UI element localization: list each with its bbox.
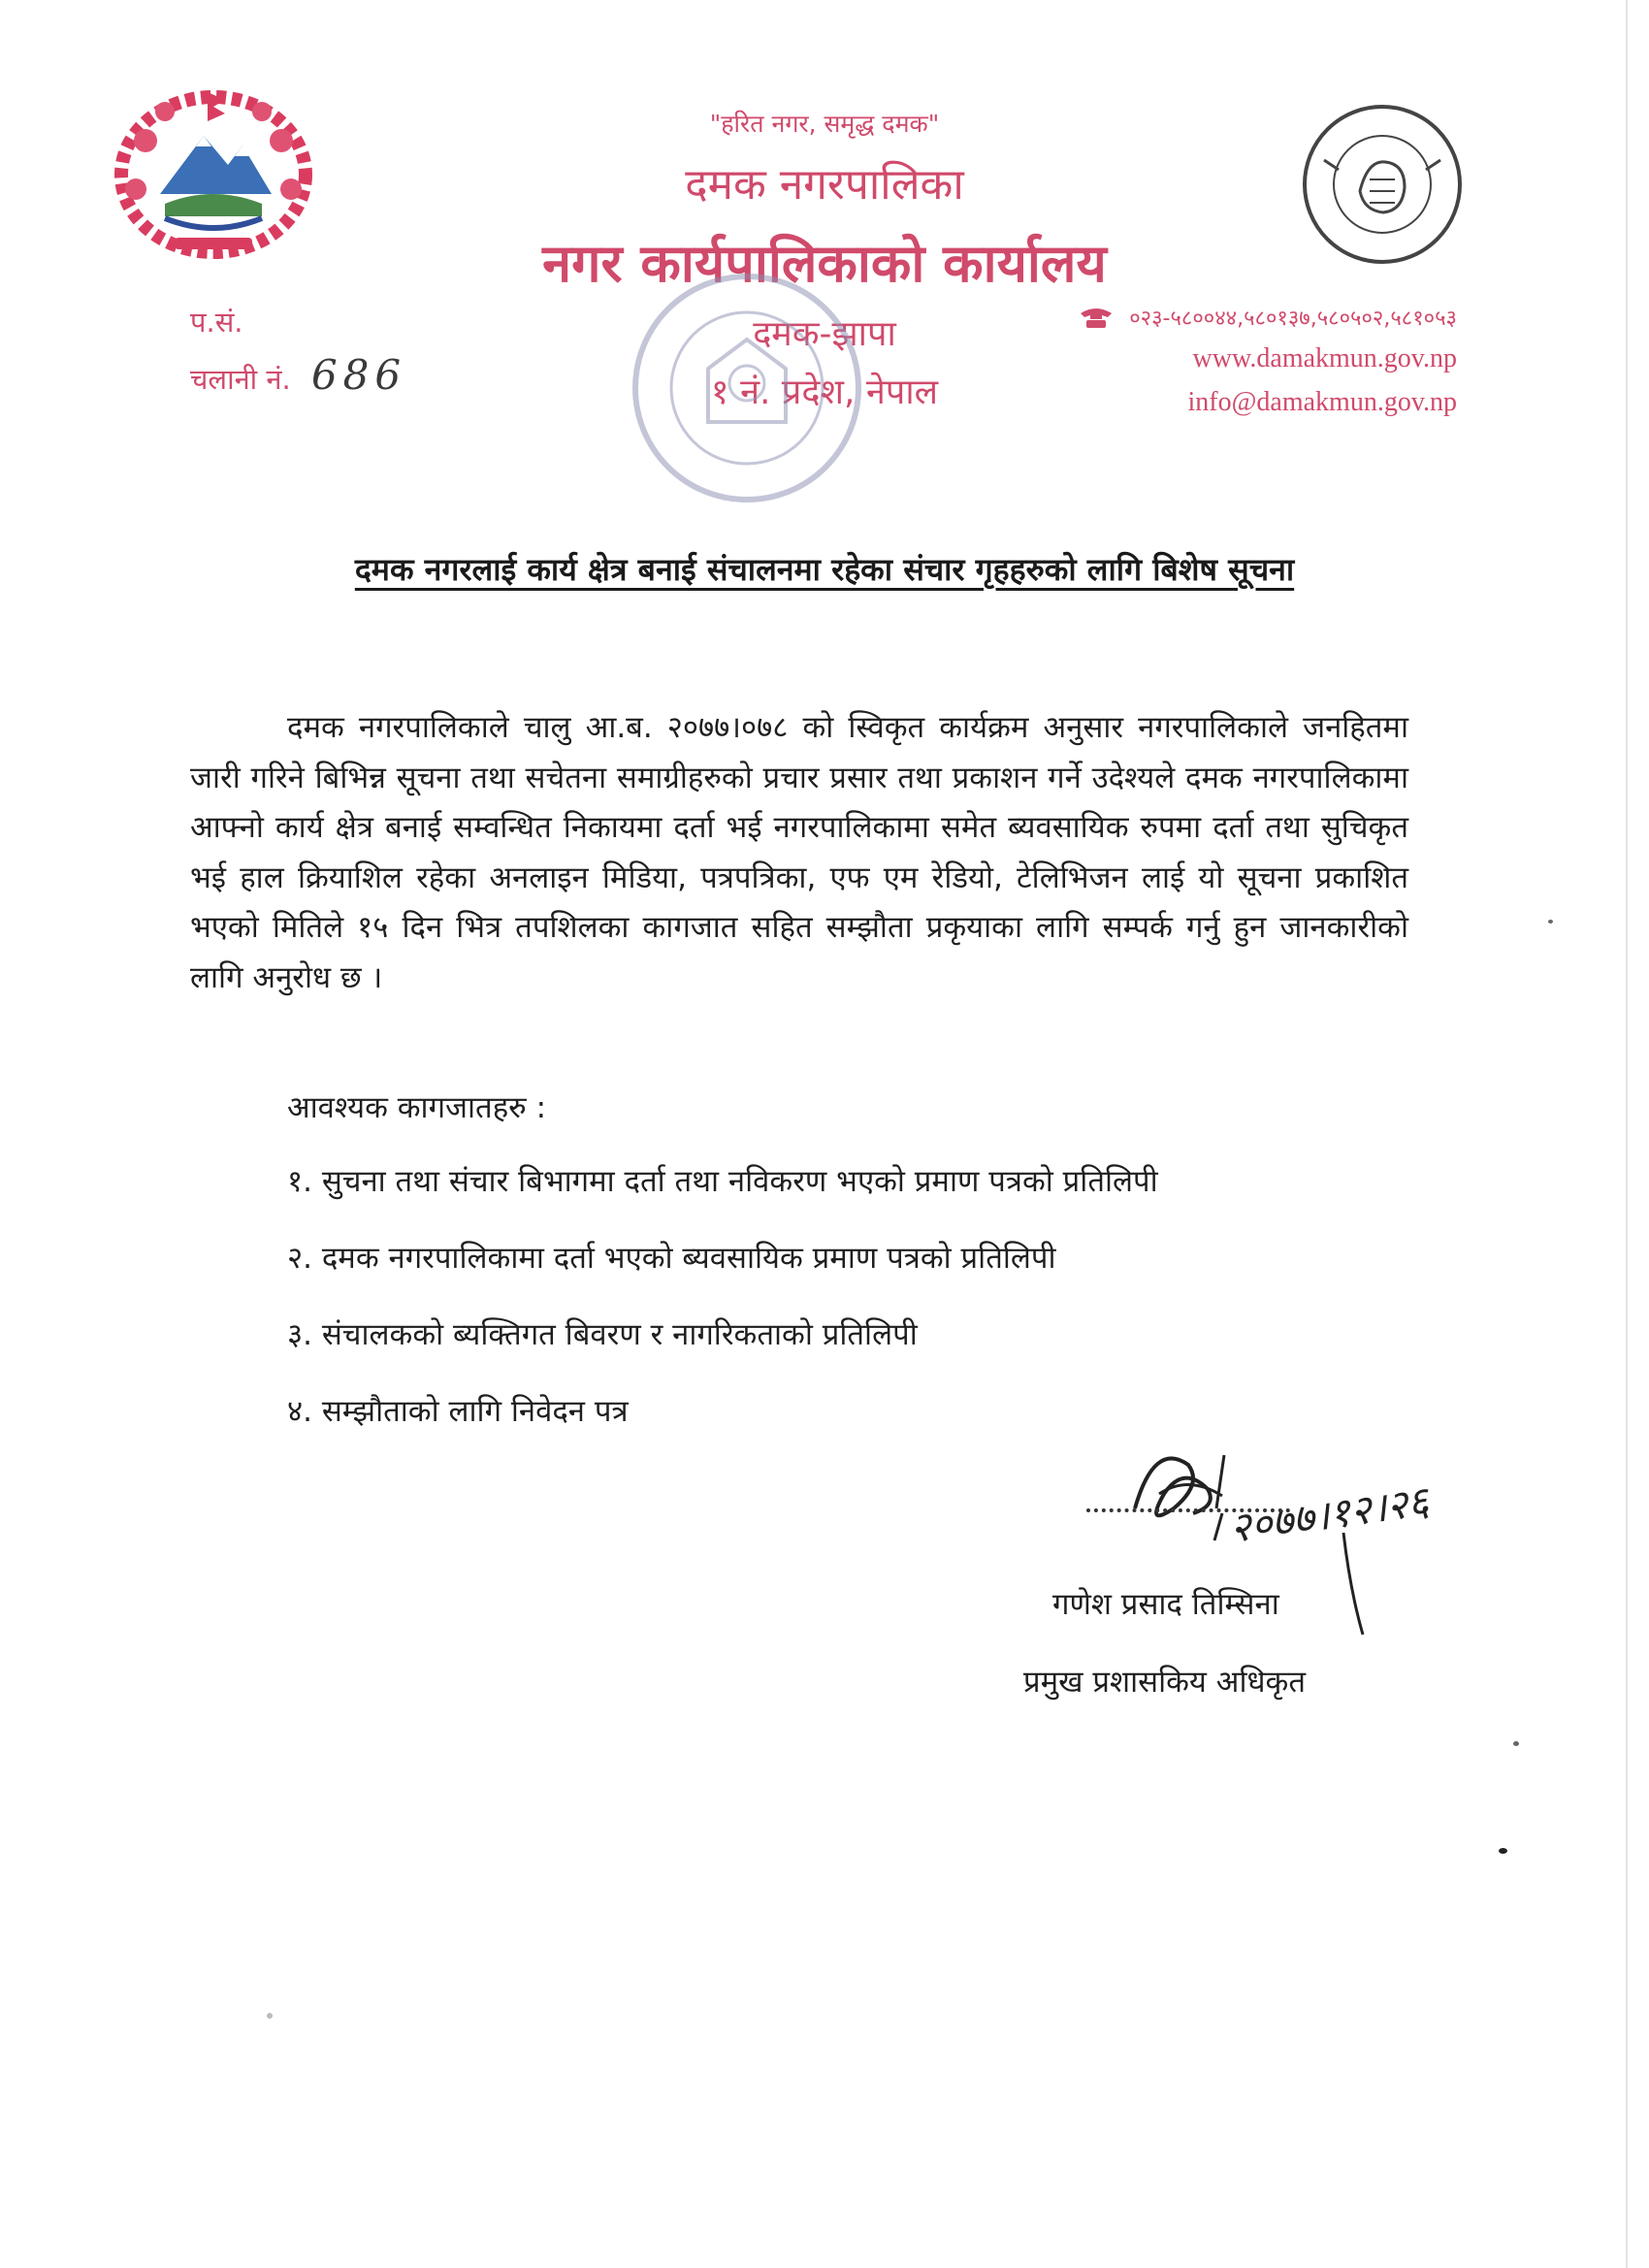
signer-name: गणेश प्रसाद तिम्सिना xyxy=(1052,1587,1279,1622)
chalani-row xyxy=(190,351,406,399)
chalani-label: चलानी नं. xyxy=(190,363,291,396)
scan-speck xyxy=(1499,1848,1507,1854)
phone-row xyxy=(1079,303,1457,332)
office-name: नगर कार्यपालिकाको कार्यालय xyxy=(542,233,1107,294)
signature-line xyxy=(1086,1508,1290,1512)
documents-title: आवश्यक कागजातहरु : xyxy=(287,1090,547,1125)
patra-sankhya-label: प.सं. xyxy=(190,306,243,339)
document-item: १. सुचना तथा संचार बिभागमा दर्ता तथा नविकरण भएको प्रमाण पत्रको प्रतिलिपी xyxy=(287,1164,1158,1199)
municipality-seal-icon xyxy=(1300,102,1465,267)
chalani-number: 686 xyxy=(310,351,407,399)
signature-date: २०७७।१२।२६ xyxy=(1226,1476,1432,1552)
phone-icon xyxy=(1079,306,1114,329)
office-stamp-icon xyxy=(601,262,892,514)
signer-designation: प्रमुख प्रशासकिय अधिकृत xyxy=(1023,1665,1307,1700)
phone-numbers: ०२३-५८००४४,५८०१३७,५८०५०२,५८१०५३ xyxy=(1129,307,1457,331)
scan-speck xyxy=(1513,1741,1519,1746)
notice-subject-text: दमक नगरलाई कार्य क्षेत्र बनाई संचालनमा रहेका संचार गृहहरुको लागि बिशेष सूचना xyxy=(354,551,1295,588)
document-item: २. दमक नगरपालिकामा दर्ता भएको ब्यवसायिक प्रमाण पत्रको प्रतिलिपी xyxy=(287,1241,1056,1276)
location-line-2: १ नं. प्रदेश, नेपाल xyxy=(710,373,939,412)
notice-body: दमक नगरपालिकाले चालु आ.ब. २०७७।०७८ को स्विकृत कार्यक्रम अनुसार नगरपालिकाले जनहितमा जारी गरिने बिभिन्न सूचना तथा सचेतना समाग्रीहरुको प्रचार प्रसार तथा प्रकाशन गर्ने उदेश्यले दमक नगरपालिकामा आफ्नो कार्य क्षेत्र बनाई सम्वन्धित निकायमा दर्ता भई नगरपालिकामा समेत ब्यवसायिक रुपमा दर्ता तथा सुचिकृत भई हाल क्रियाशिल रहेका अनलाइन मिडिया, पत्रपत्रिका, एफ एम रेडियो, टेलिभिजन लाई यो सूचना प्रकाशित भएको मितिले १५ दिन भित्र तपशिलका कागजात सहित सम्झौता प्रकृयाका लागि सम्पर्क गर्नु हुन जानकारीको लागि अनुरोध छ । xyxy=(190,710,1408,995)
municipality-name: दमक नगरपालिका xyxy=(685,160,964,210)
scan-speck xyxy=(267,2013,273,2019)
scan-speck xyxy=(1548,920,1553,923)
location-line-1: दमक-झापा xyxy=(753,314,896,354)
document-item: ३. संचालकको ब्यक्तिगत बिवरण र नागरिकताको प्रतिलिपी xyxy=(287,1317,918,1352)
notice-subject xyxy=(0,548,1649,590)
letterhead-motto: "हरित नगर, समृद्ध दमक" xyxy=(709,110,940,138)
website-link[interactable]: www.damakmun.gov.np xyxy=(1192,343,1457,373)
document-item: ४. सम्झौताको लागि निवेदन पत्र xyxy=(287,1394,629,1429)
handwritten-signature xyxy=(1116,1436,1465,1659)
email-link[interactable]: info@damakmun.gov.np xyxy=(1187,387,1457,417)
